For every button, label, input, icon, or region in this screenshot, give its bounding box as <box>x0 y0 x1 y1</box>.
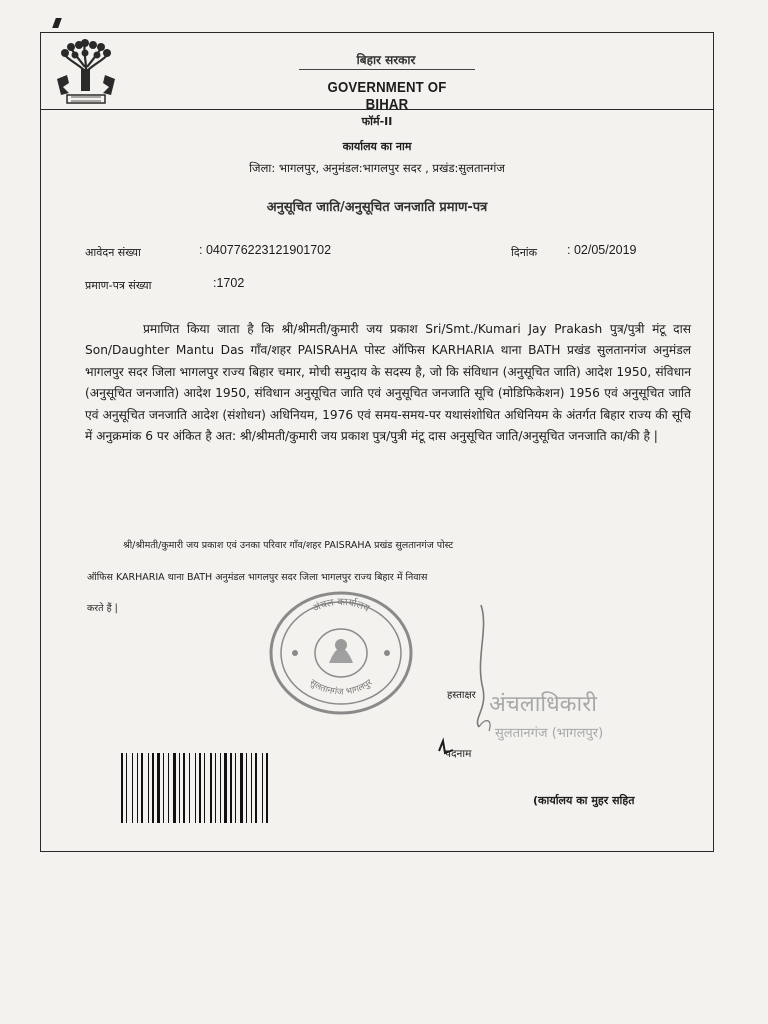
barcode-bar <box>137 753 138 823</box>
residence-line-1: श्री/श्रीमती/कुमारी जय प्रकाश एवं उनका परिवार गाँव/शहर PAISRAHA प्रखंड सुलतानगंज पोस्ट <box>123 540 454 551</box>
residence-line-2: ऑफिस KARHARIA थाना BATH अनुमंडल भागलपुर सदर जिला भागलपुर राज्य बिहार में निवास <box>87 572 428 583</box>
barcode-bar <box>235 753 236 823</box>
barcode-bar <box>255 753 257 823</box>
barcode-bar <box>224 753 227 823</box>
signature-label: हस्ताक्षर <box>447 690 476 701</box>
barcode-bar <box>121 753 123 823</box>
office-seal-note: (कार्यालय का मुहर सहित <box>533 794 635 807</box>
bihar-emblem-icon <box>55 39 117 105</box>
barcode-bar <box>220 753 221 823</box>
certificate-title: अनुसूचित जाति/अनुसूचित जनजाति प्रमाण-पत्र <box>266 200 488 215</box>
barcode-bar <box>246 753 247 823</box>
seal-text-top: अंचल कार्यालय <box>311 596 372 615</box>
date-label: दिनांक <box>511 246 538 259</box>
barcode-bar <box>179 753 180 823</box>
barcode-bar <box>240 753 243 823</box>
signature-stamp-subtext: सुलतानगंज (भागलपुर) <box>495 726 604 741</box>
barcode-bar <box>262 753 263 823</box>
government-name-english: GOVERNMENT OF BIHAR <box>327 79 447 113</box>
barcode-bar <box>189 753 190 823</box>
barcode-bar <box>230 753 232 823</box>
certificate-header <box>41 33 713 113</box>
barcode-bar <box>173 753 176 823</box>
certificate-frame <box>40 32 714 852</box>
certificate-number-label: प्रमाण-पत्र संख्या <box>85 279 152 292</box>
barcode-bar <box>195 753 196 823</box>
government-name-hindi: बिहार सरकार <box>356 53 416 67</box>
date-value: : 02/05/2019 <box>567 243 637 257</box>
barcode-bar <box>266 753 268 823</box>
barcode-bar <box>157 753 160 823</box>
seal-text-bottom: सुलतानगंज भागलपुर <box>307 677 375 698</box>
barcode <box>119 753 349 823</box>
barcode-bar <box>163 753 164 823</box>
application-number-value: : 040776223121901702 <box>199 243 332 257</box>
barcode-bar <box>204 753 205 823</box>
certificate-number-value: :1702 <box>213 276 245 290</box>
header-divider <box>299 69 475 70</box>
barcode-bar <box>183 753 185 823</box>
barcode-bar <box>215 753 216 823</box>
barcode-bar <box>210 753 212 823</box>
barcode-bar <box>132 753 133 823</box>
office-seal <box>267 585 415 717</box>
barcode-bar <box>168 753 169 823</box>
barcode-bar <box>141 753 143 823</box>
office-name: कार्यालय का नाम <box>342 140 412 153</box>
barcode-bar <box>199 753 201 823</box>
barcode-bar <box>126 753 127 823</box>
residence-line-3: करते हैं | <box>87 603 118 614</box>
certificate-body: प्रमाणित किया जाता है कि श्री/श्रीमती/कुमारी जय प्रकाश Sri/Smt./Kumari Jay Prakash पुत्र/पुत्री मंटू दास Son/Daughter Mantu Das गाँव/शहर PAISRAHA पोस्ट ऑफिस KARHARIA थाना BATH प्रखंड सुलतानगंज अनुमंडल भागलपुर सदर जिला भागलपुर राज्य बिहार चमार, मोची समुदाय के सदस्य है, जो कि संविधान (अनुसूचित जाति) आदेश 1950, संविधान (अनुसूचित जनजाति) आदेश 1950, संविधान अनुसूचित जाति एवं अनुसूचित जनजाति सूचि (मोडिफिकेशन) 1956 एवं अनुसूचित जाति एवं अनुसूचित जनजाति आदेश (संशोधन) अधिनियम, 1976 एवं समय-समय-पर यथासंशोधित अधिनियम के अंतर्गत बिहार राज्य की सूचि में अनुक्रमांक 6 पर अंकित है अत: श्री/श्रीमती/कुमारी जय प्रकाश पुत्र/पुत्री मंटू दास अनुसूचित जाति/अनुसूचित जनजाति का/की है | <box>85 322 691 444</box>
signature-stamp-text: अंचलाधिकारी <box>489 692 597 717</box>
barcode-bar <box>251 753 252 823</box>
form-number: फॉर्म-II <box>361 115 393 128</box>
application-number-label: आवेदन संख्या <box>85 246 141 259</box>
designation-label: पदनाम <box>445 748 472 760</box>
district-line: जिला: भागलपुर, अनुमंडल:भागलपुर सदर , प्रखंड:सुलतानगंज <box>249 161 505 175</box>
barcode-bar <box>148 753 149 823</box>
barcode-bar <box>152 753 154 823</box>
scan-mark <box>52 18 62 28</box>
